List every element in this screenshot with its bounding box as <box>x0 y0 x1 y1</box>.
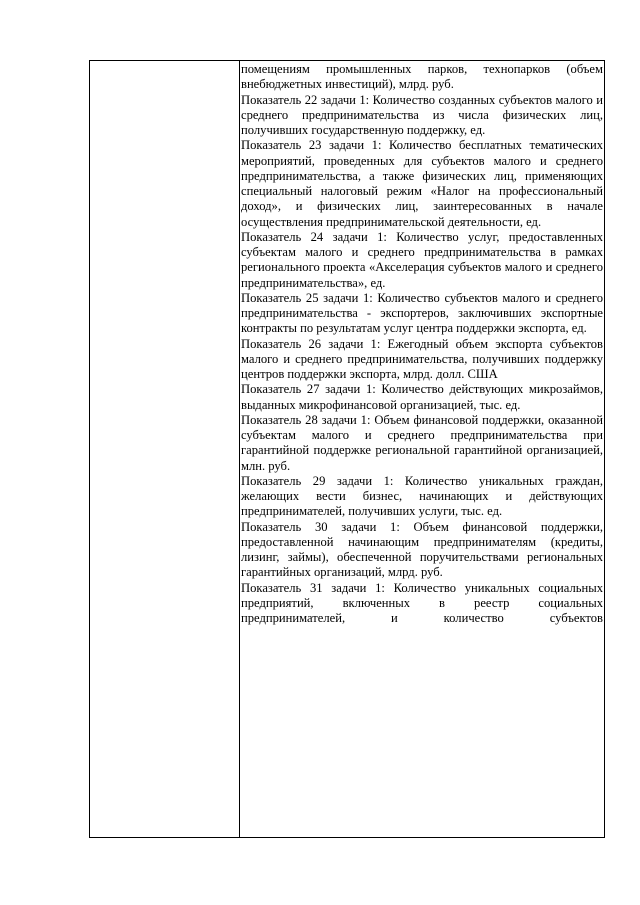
indicator-text: Показатель 31 задачи 1: Количество уникальных социальных предприятий, включенных в реестр социальных предпринимателей, и количество субъектов <box>241 580 603 625</box>
table-right-column <box>240 61 604 837</box>
indicator-text: помещениям промышленных парков, технопарков (объем внебюджетных инвестиций), млрд. руб. <box>241 62 603 92</box>
indicator-text: Показатель 23 задачи 1: Количество бесплатных тематических мероприятий, проведенных для субъектов малого и среднего предпринимательства, а также физических лиц, применяющих специальный налоговый режим «Налог на профессиональный доход», и физических лиц, заинтересованных в начале осуществления предпринимательской деятельности, ед. <box>241 138 603 229</box>
indicator-text: Показатель 22 задачи 1: Количество созданных субъектов малого и среднего предпринимательства из числа физических лиц, получивших государственную поддержку, ед. <box>241 92 603 137</box>
indicator-text: Показатель 24 задачи 1: Количество услуг, предоставленных субъектам малого и среднего предпринимательства в рамках регионального проекта «Акселерация субъектов малого и среднего предпринимательства», ед. <box>241 229 603 290</box>
document-table <box>89 60 605 838</box>
indicator-text: Показатель 30 задачи 1: Объем финансовой поддержки, предоставленной начинающим предпринимателям (кредиты, лизинг, займы), обеспеченной поручительствами региональных гарантийных организаций, млрд. руб. <box>241 519 603 580</box>
indicator-text: Показатель 26 задачи 1: Ежегодный объем экспорта субъектов малого и среднего предпринимательства, получивших поддержку центров поддержки экспорта, млрд. долл. США <box>241 336 603 381</box>
indicator-text: Показатель 25 задачи 1: Количество субъектов малого и среднего предпринимательства - экспортеров, заключивших экспортные контракты по результатам услуг центра поддержки экспорта, ед. <box>241 290 603 336</box>
indicator-text: Показатель 28 задачи 1: Объем финансовой поддержки, оказанной субъектам малого и среднего предпринимательства при гарантийной поддержке региональной гарантийной организацией, млн. руб. <box>241 412 603 473</box>
indicator-text: Показатель 27 задачи 1: Количество действующих микрозаймов, выданных микрофинансовой организацией, тыс. ед. <box>241 382 603 412</box>
table-left-column <box>90 61 240 837</box>
indicator-text: Показатель 29 задачи 1: Количество уникальных граждан, желающих вести бизнес, начинающих и действующих предпринимателей, получивших услуги, тыс. ед. <box>241 473 603 519</box>
